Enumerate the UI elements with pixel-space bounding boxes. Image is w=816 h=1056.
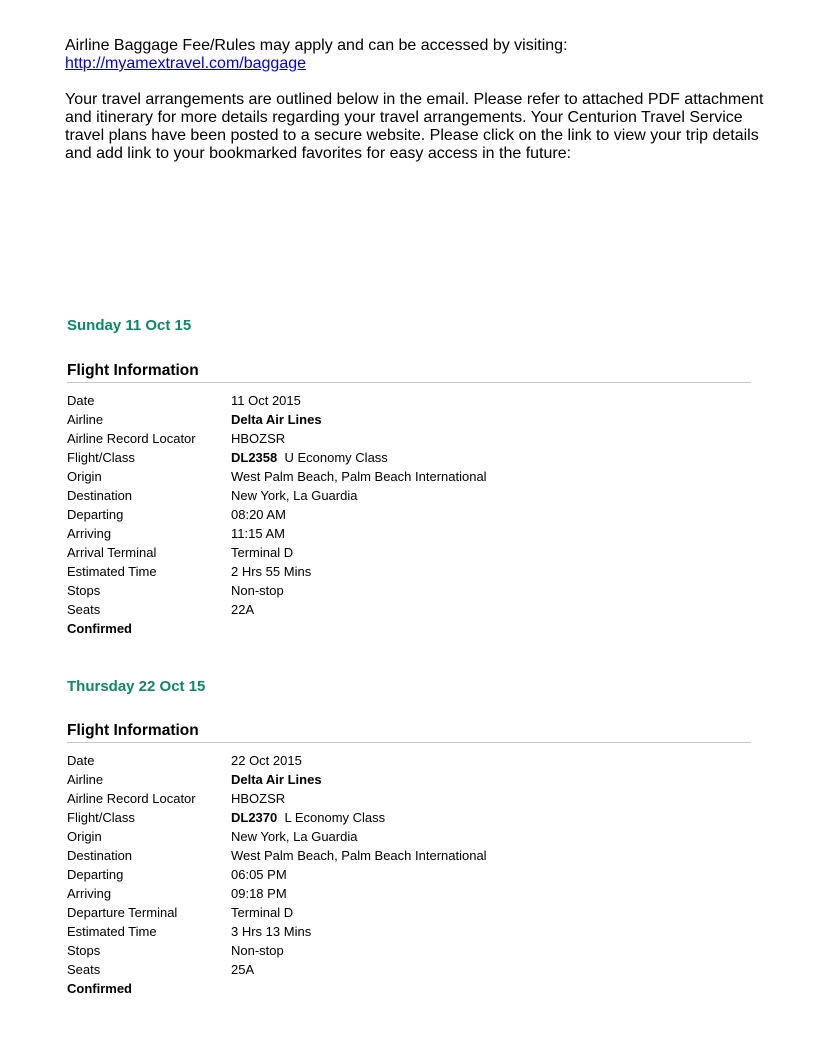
flight-class-label: Flight/Class (67, 450, 135, 465)
destination-value: West Palm Beach, Palm Beach International (231, 848, 487, 863)
confirmed-status: Confirmed (67, 621, 132, 636)
table-row (67, 467, 487, 486)
locator-label: Airline Record Locator (67, 791, 196, 806)
locator-value: HBOZSR (231, 791, 286, 806)
origin-value: West Palm Beach, Palm Beach International (231, 469, 487, 484)
flight-class-value (231, 448, 487, 467)
table-row (67, 448, 487, 467)
flight-table-1 (67, 391, 487, 638)
table-row (67, 581, 487, 600)
flight-class-label: Flight/Class (67, 810, 135, 825)
date-label: Date (67, 393, 95, 408)
table-row (67, 846, 487, 865)
arriving-label: Arriving (67, 886, 112, 901)
flight-table-2 (67, 751, 487, 998)
table-row (67, 808, 487, 827)
airline-value: Delta Air Lines (231, 412, 322, 427)
locator-value: HBOZSR (231, 431, 286, 446)
table-row (67, 865, 487, 884)
flight-number: DL2358 (231, 450, 278, 465)
table-row (67, 941, 487, 960)
table-row (67, 391, 487, 410)
table-row (67, 827, 487, 846)
seats-value: 25A (231, 962, 255, 977)
seats-value: 22A (231, 602, 255, 617)
day-heading-2: Thursday 22 Oct 15 (67, 678, 206, 695)
table-row (67, 505, 487, 524)
origin-value: New York, La Guardia (231, 829, 358, 844)
table-row (67, 619, 487, 638)
estimated-label: Estimated Time (67, 564, 157, 579)
table-row (67, 486, 487, 505)
table-row (67, 600, 487, 619)
terminal-value: Terminal D (231, 905, 294, 920)
airline-label: Airline (67, 772, 104, 787)
flight-number: DL2370 (231, 810, 278, 825)
flight-info-title-2: Flight Information (67, 722, 751, 743)
destination-label: Destination (67, 848, 133, 863)
origin-label: Origin (67, 469, 102, 484)
fare-class: L Economy Class (284, 810, 386, 825)
table-row (67, 524, 487, 543)
estimated-value: 2 Hrs 55 Mins (231, 564, 312, 579)
stops-value: Non-stop (231, 583, 284, 598)
flight-class-value (231, 808, 487, 827)
airline-label: Airline (67, 412, 104, 427)
date-value: 11 Oct 2015 (231, 393, 301, 408)
departing-value: 06:05 PM (231, 867, 287, 882)
arriving-label: Arriving (67, 526, 112, 541)
terminal-label: Arrival Terminal (67, 545, 157, 560)
estimated-label: Estimated Time (67, 924, 157, 939)
table-row (67, 562, 487, 581)
table-row (67, 979, 487, 998)
table-row (67, 770, 487, 789)
date-value: 22 Oct 2015 (231, 753, 302, 768)
departing-value: 08:20 AM (231, 507, 286, 522)
arriving-value: 11:15 AM (231, 526, 285, 541)
departing-label: Departing (67, 867, 124, 882)
day-heading-1: Sunday 11 Oct 15 (67, 317, 192, 334)
destination-label: Destination (67, 488, 133, 503)
seats-label: Seats (67, 602, 101, 617)
terminal-label: Departure Terminal (67, 905, 178, 920)
date-label: Date (67, 753, 95, 768)
destination-value: New York, La Guardia (231, 488, 358, 503)
table-row (67, 543, 487, 562)
table-row (67, 903, 487, 922)
terminal-value: Terminal D (231, 545, 294, 560)
stops-label: Stops (67, 943, 101, 958)
confirmed-status: Confirmed (67, 981, 132, 996)
stops-value: Non-stop (231, 943, 284, 958)
seats-label: Seats (67, 962, 101, 977)
table-row (67, 410, 487, 429)
table-row (67, 922, 487, 941)
intro-block (65, 37, 765, 163)
departing-label: Departing (67, 507, 124, 522)
arriving-value: 09:18 PM (231, 886, 287, 901)
table-row (67, 960, 487, 979)
arrangements-text: Your travel arrangements are outlined below in the email. Please refer to attached PDF attachment and itinerary for more details regarding your travel arrangements. Your Centurion Travel Service travel plans have been posted to a secure website. Please click on the link to view your trip details and add link to your bookmarked favorites for easy access in the future: (65, 91, 764, 162)
fare-class: U Economy Class (284, 450, 388, 465)
baggage-notice (65, 37, 765, 73)
origin-label: Origin (67, 829, 102, 844)
stops-label: Stops (67, 583, 101, 598)
table-row (67, 429, 487, 448)
estimated-value: 3 Hrs 13 Mins (231, 924, 312, 939)
airline-value: Delta Air Lines (231, 772, 322, 787)
locator-label: Airline Record Locator (67, 431, 196, 446)
table-row (67, 884, 487, 903)
flight-info-title-1: Flight Information (67, 362, 751, 383)
baggage-text: Airline Baggage Fee/Rules may apply and can be accessed by visiting: (65, 37, 568, 54)
baggage-link[interactable]: http://myamextravel.com/baggage (65, 55, 307, 72)
table-row (67, 789, 487, 808)
table-row (67, 751, 487, 770)
